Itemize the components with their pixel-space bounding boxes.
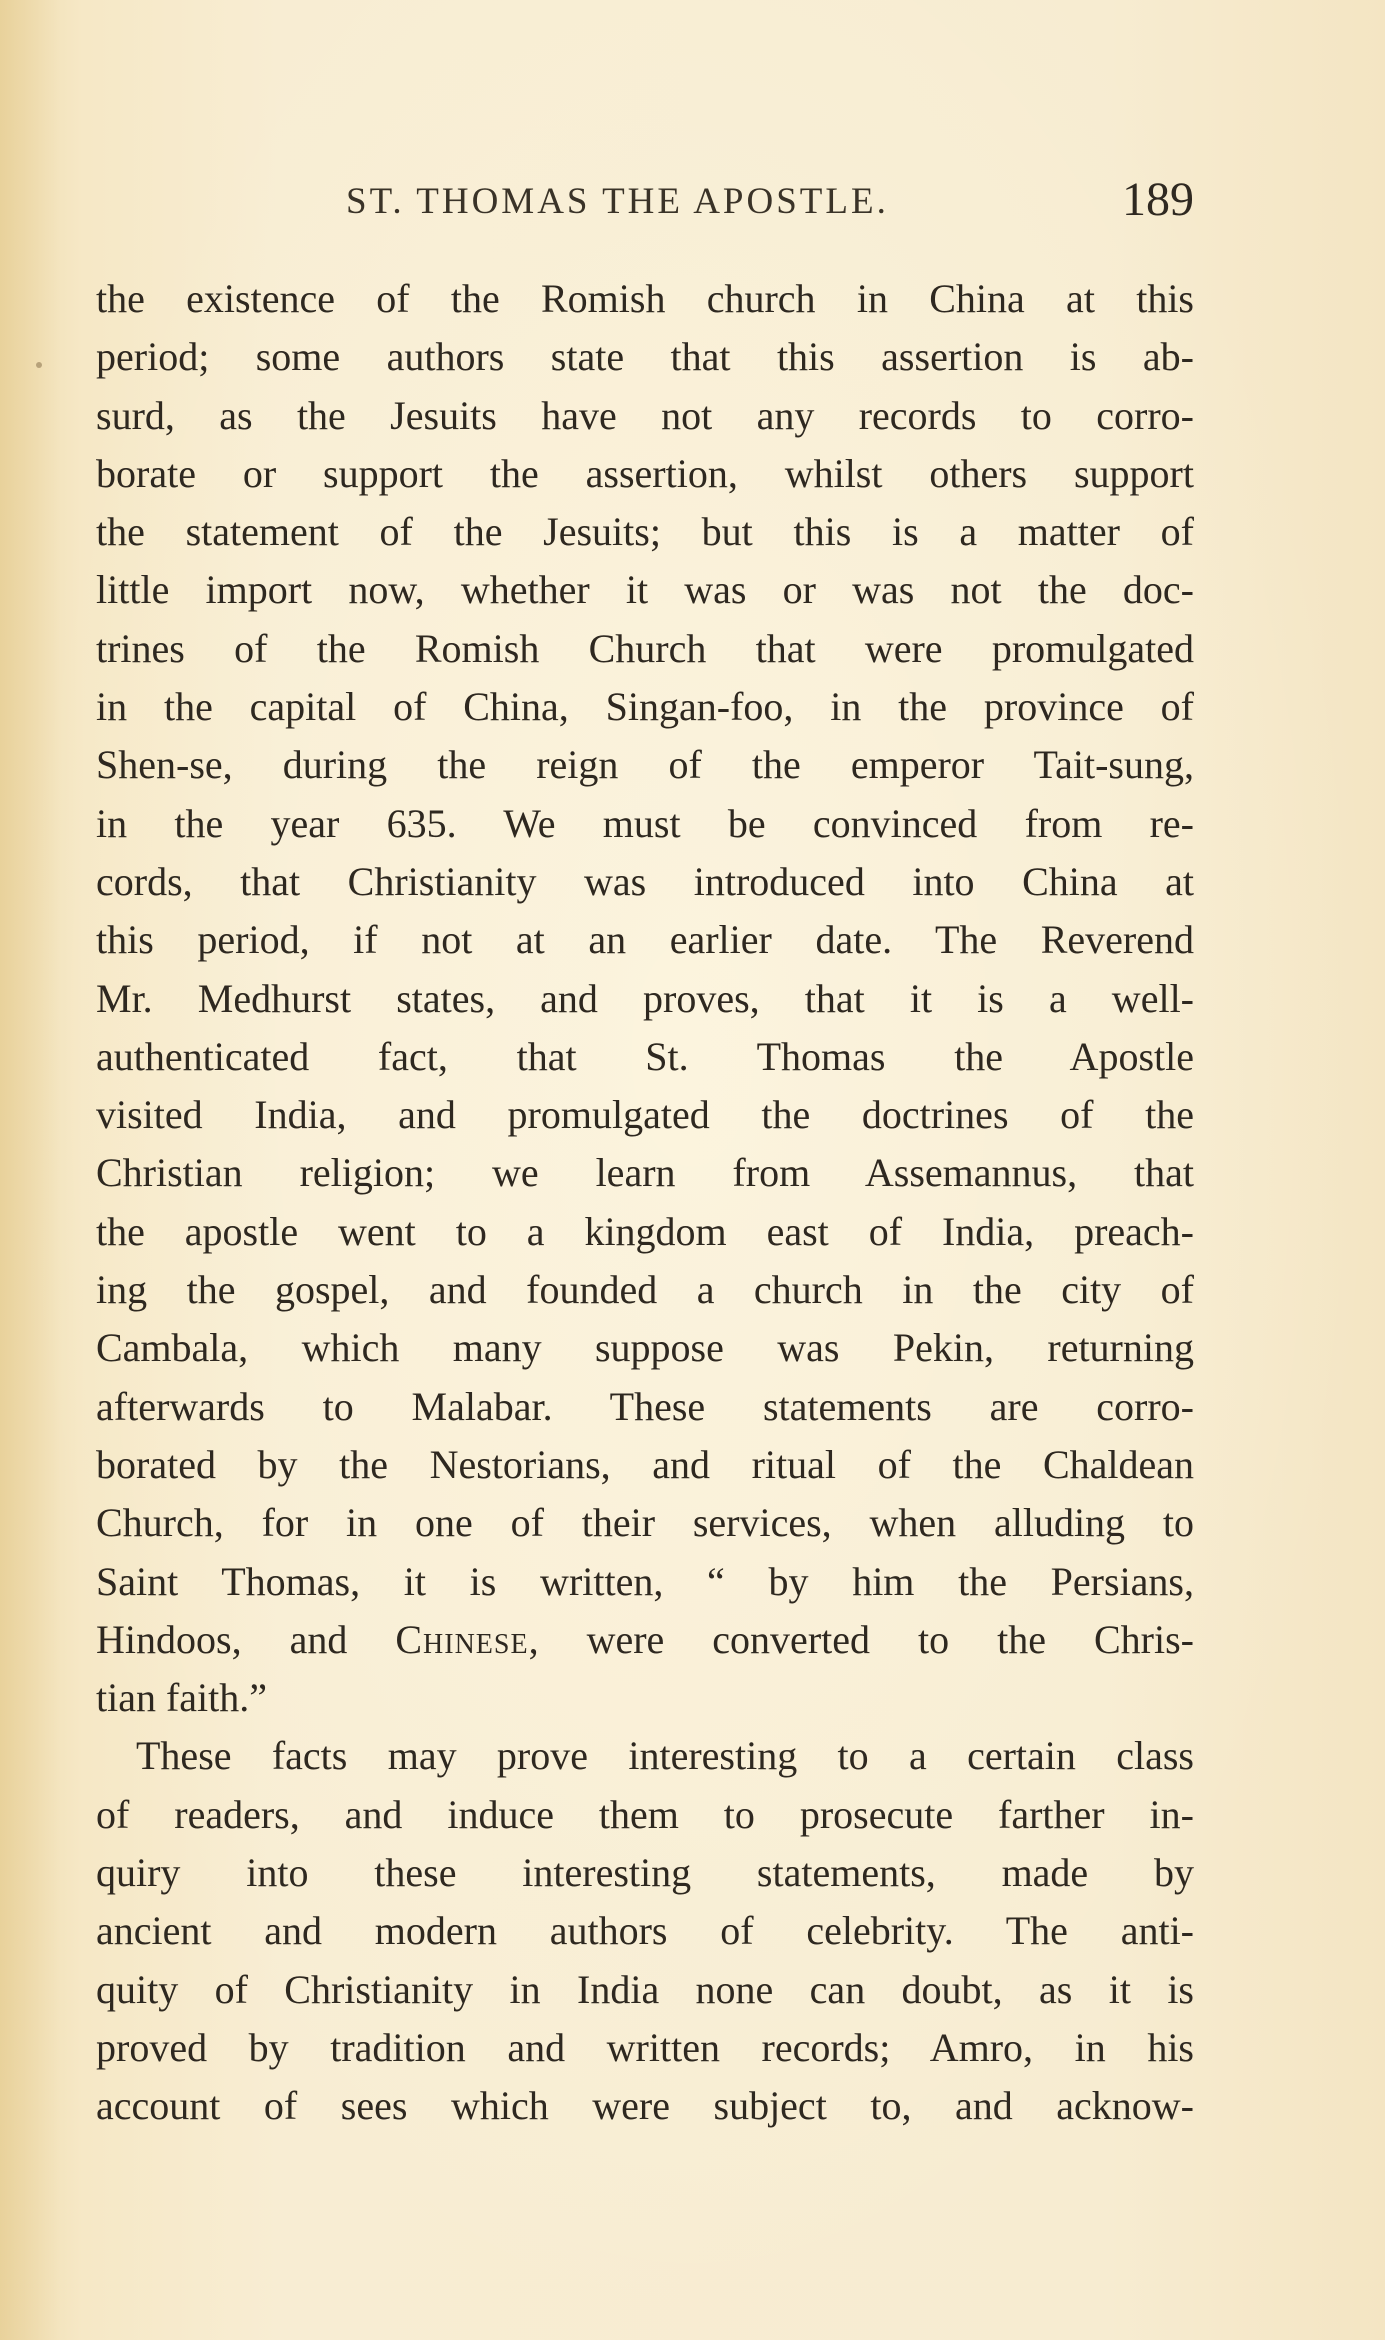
- text-line: in the capital of China, Singan-foo, in the province of: [96, 684, 1194, 730]
- text-line: Cambala, which many suppose was Pekin, returning: [96, 1325, 1194, 1371]
- text-line: trines of the Romish Church that were promulgated: [96, 625, 1194, 671]
- text-line: Christian religion; we learn from Assemannus, that: [96, 1150, 1194, 1196]
- text-fragment: Hindoos, and: [96, 1616, 396, 1662]
- text-line: period; some authors state that this assertion is ab-: [96, 334, 1194, 380]
- text-line: the statement of the Jesuits; but this is a matter of: [96, 509, 1194, 555]
- text-line: afterwards to Malabar. These statements are corro-: [96, 1383, 1194, 1429]
- running-title: ST. THOMAS THE APOSTLE.: [346, 181, 889, 222]
- text-line: Mr. Medhurst states, and proves, that it is a well-: [96, 975, 1194, 1021]
- text-line: borated by the Nestorians, and ritual of the Chaldean: [96, 1441, 1194, 1487]
- text-fragment: , were converted to the Chris-: [528, 1616, 1195, 1662]
- text-line: the existence of the Romish church in China at this: [96, 276, 1194, 321]
- page-number: 189: [1122, 173, 1194, 226]
- text-line: account of sees which were subject to, and acknow-: [96, 2083, 1194, 2129]
- paragraph-start-line: These facts may prove interesting to a certain class: [136, 1733, 1194, 1779]
- text-line: quity of Christianity in India none can doubt, as it is: [96, 1966, 1194, 2012]
- text-line: little import now, whether it was or was not the doc-: [96, 567, 1194, 613]
- text-line: of readers, and induce them to prosecute farther in-: [96, 1791, 1194, 1837]
- text-line: this period, if not at an earlier date. The Reverend: [96, 917, 1194, 963]
- text-line: authenticated fact, that St. Thomas the Apostle: [96, 1033, 1194, 1079]
- text-line: borate or support the assertion, whilst others support: [96, 450, 1194, 496]
- text-line: quiry into these interesting statements, made by: [96, 1850, 1194, 1896]
- text-line: in the year 635. We must be convinced from re-: [96, 800, 1194, 846]
- text-line: Church, for in one of their services, when alluding to: [96, 1500, 1194, 1546]
- text-line: cords, that Christianity was introduced into China at: [96, 858, 1194, 904]
- text-line: ancient and modern authors of celebrity. The anti-: [96, 1908, 1194, 1954]
- text-line: proved by tradition and written records; Amro, in his: [96, 2024, 1194, 2070]
- text-line: Shen-se, during the reign of the emperor Tait-sung,: [96, 742, 1194, 788]
- text-line: visited India, and promulgated the doctrines of the: [96, 1092, 1194, 1138]
- text-line: surd, as the Jesuits have not any records to corro-: [96, 392, 1194, 438]
- margin-mark: [36, 362, 42, 368]
- body-text: [96, 270, 1194, 2136]
- text-line: the apostle went to a kingdom east of India, preach-: [96, 1208, 1194, 1254]
- text-line: ing the gospel, and founded a church in the city of: [96, 1267, 1194, 1313]
- running-head: [96, 172, 1194, 232]
- small-caps-word: Chinese: [395, 1616, 529, 1662]
- text-line: tian faith.”: [96, 1675, 268, 1721]
- text-line: [96, 1611, 1194, 1669]
- text-line: Saint Thomas, it is written, “ by him the Persians,: [96, 1558, 1194, 1604]
